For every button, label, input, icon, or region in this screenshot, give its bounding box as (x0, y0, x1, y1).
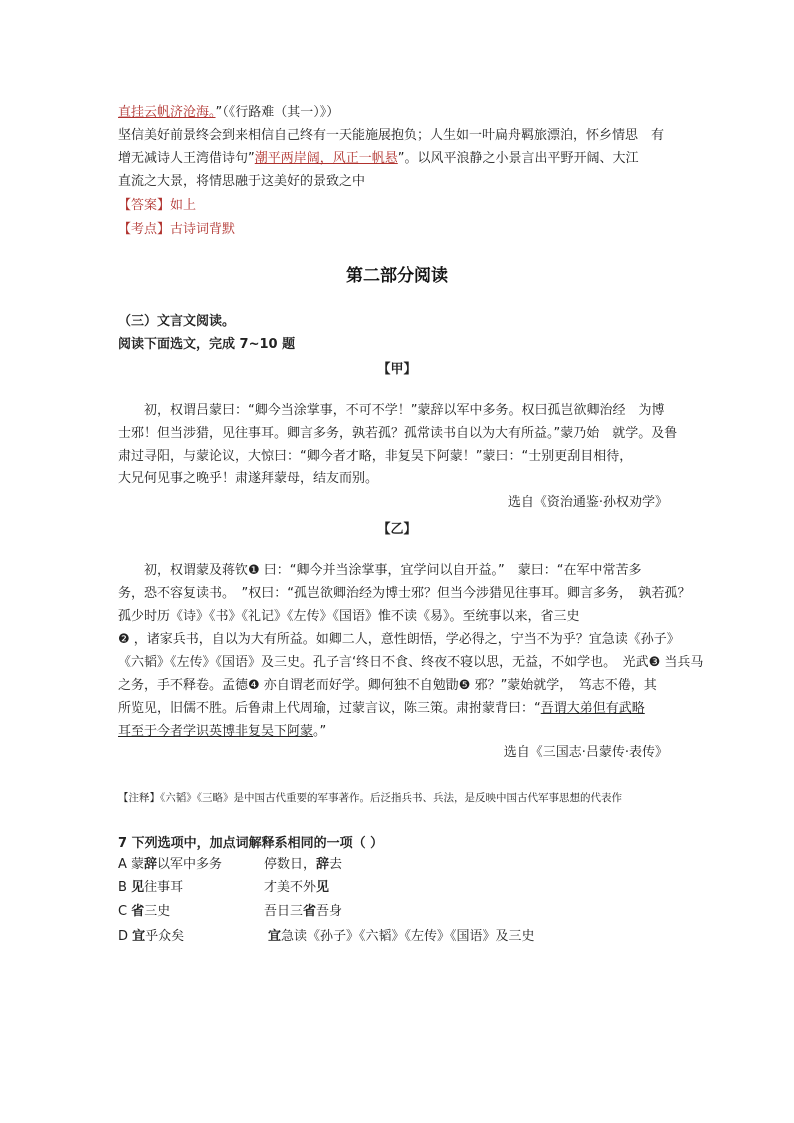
option-d-right-post: 急读《孙子》《六韬》《左传》《国语》及三史 (281, 929, 535, 944)
point-label: 【考点】古诗词背默 (118, 222, 236, 237)
yi-label-text: 【乙】 (377, 522, 417, 537)
option-d-left-pre: D (118, 929, 133, 944)
prev-line-4: 直流之大景，将情思融于这美好的景致之中 (118, 174, 366, 189)
jia-source: 选自《资治通鉴·孙权劝学》 (507, 495, 668, 510)
answer-label: 【答案】如上 (118, 198, 197, 213)
yi-line-6: 之务，手不释卷。孟德❹ 亦自谓老而好学。卿何独不自勉勖❺ 邪？”蒙始就学， 笃志不倦，其 (118, 678, 657, 693)
yi-source: 选自《三国志·吕蒙传·表传》 (503, 745, 668, 760)
yi-line-3: 孤少时历《诗》《书》《礼记》《左传》《国语》惟不读《易》。至统事以来，省三史 (118, 609, 580, 624)
option-b-left-post: 往事耳 (144, 880, 184, 895)
option-c-right-key: 省 (303, 904, 317, 919)
part3-instruction: 阅读下面选文，完成 7~10 题 (118, 337, 296, 352)
question-7-option-b (118, 876, 183, 899)
prev-line-3-head: 增无减诗人王湾借诗句” (118, 151, 255, 166)
option-a-left-key: 辞 (144, 857, 158, 872)
question-7-option-a-right (264, 853, 342, 876)
option-c-left-pre: C (118, 904, 132, 919)
yi-line-8-tail: 。” (313, 724, 327, 739)
option-a-right-key: 辞 (316, 857, 330, 872)
section-title: 第二部分阅读 (346, 266, 448, 286)
yi-line-7 (118, 697, 645, 720)
prev-line-2: 坚信美好前景终会到来相信自己终有一天能施展抱负；人生如一叶扁舟羁旅漂泊，怀乡情思 有 (118, 128, 665, 143)
option-d-left-key: 宜 (132, 929, 146, 944)
annotation-note: 【注释】《六韬》《三略》是中国古代重要的军事著作。后泛指兵书、兵法，是反映中国古代军事思想的代表作 (118, 792, 622, 804)
option-b-right-pre: 才美不外 (264, 880, 317, 895)
poem-quote-1: 直挂云帆济沧海。 (118, 105, 216, 120)
question-7-option-d (118, 925, 184, 948)
option-b-right-key: 见 (316, 880, 330, 895)
yi-line-7-text: 所览见，旧儒不胜。后鲁肃上代周瑜，过蒙言议，陈三策。肃拊蒙背曰：“ (118, 701, 541, 716)
poem-source-1: ”（《行路难（其一）》） (215, 105, 340, 120)
prev-line-1 (118, 101, 339, 120)
prev-line-3-tail: ”。以风平浪静之小景言出平野开阔、大江 (397, 151, 639, 166)
option-c-right-post: 吾身 (316, 904, 343, 919)
jia-line-3: 肃过寻阳，与蒙论议，大惊曰：“卿今者才略，非复吴下阿蒙！”蒙曰：“士别更刮目相待， (118, 449, 633, 464)
yi-underlined-a: 吾谓大弟但有武略 (540, 701, 645, 716)
question-7-option-c-right (264, 900, 342, 923)
option-c-left-key: 省 (131, 904, 145, 919)
jia-line-4: 大兄何见事之晚乎！肃遂拜蒙母，结友而别。 (118, 471, 379, 486)
yi-line-8 (118, 720, 326, 743)
question-7-option-c (118, 900, 170, 923)
yi-line-4: ❷ ，诸家兵书，自以为大有所益。如卿二人，意性朗悟，学必得之，宁当不为乎？宜急读《孙子》 (118, 632, 680, 647)
yi-line-5: 《六韬》《左传》《国语》及三史。孔子言‘终日不食、终夜不寝以思，无益，不如学也。 光武❸ 当兵马 (118, 655, 704, 670)
option-c-right-pre: 吾日三 (264, 904, 304, 919)
option-c-left-post: 三史 (144, 904, 171, 919)
option-a-left-post: 以军中多务 (157, 857, 223, 872)
question-7-option-a (118, 853, 222, 876)
question-7-stem: 7 下列选项中，加点词解释系相同的一项（ ） (118, 836, 384, 851)
option-b-left-key: 见 (131, 880, 145, 895)
passage-jia-label (0, 358, 794, 377)
option-a-left-pre: A 蒙 (118, 857, 145, 872)
yi-line-1: 初，权谓蒙及蒋钦❶ 曰：“卿今并当涂掌事，宜学问以自开益。” 蒙曰：“在军中常苦多 (118, 563, 642, 578)
yi-underlined-b: 耳至于今者学识英博非复吴下阿蒙 (118, 724, 314, 739)
prev-line-3 (118, 147, 639, 166)
jia-line-2: 士邪！但当涉猎，见往事耳。卿言多务，孰若孤？孤常读书自以为大有所益。”蒙乃始 就学。及鲁 (118, 426, 678, 441)
jia-line-1: 初，权谓吕蒙曰：“卿今当涂掌事，不可不学！”蒙辞以军中多务。权曰孤岂欲卿治经 为博 (118, 403, 665, 418)
question-7-option-b-right (264, 876, 329, 899)
option-d-right-key: 宜 (268, 929, 282, 944)
question-7-option-d-right (268, 925, 535, 948)
option-d-left-post: 乎众矣 (145, 929, 185, 944)
part3-heading: （三）文言文阅读。 (118, 314, 236, 329)
passage-yi-label (0, 518, 794, 537)
option-a-right-pre: 停数日， (264, 857, 317, 872)
yi-line-2: 务，恐不容复读书。 ”权曰：“孤岂欲卿治经为博士邪？但当今涉猎见往事耳。卿言多务， 孰若孤？ (118, 586, 691, 601)
option-b-left-pre: B (118, 880, 132, 895)
option-a-right-post: 去 (329, 857, 343, 872)
jia-label-text: 【甲】 (377, 362, 417, 377)
poem-quote-2: 潮平两岸阔，风正一帆悬 (254, 151, 398, 166)
